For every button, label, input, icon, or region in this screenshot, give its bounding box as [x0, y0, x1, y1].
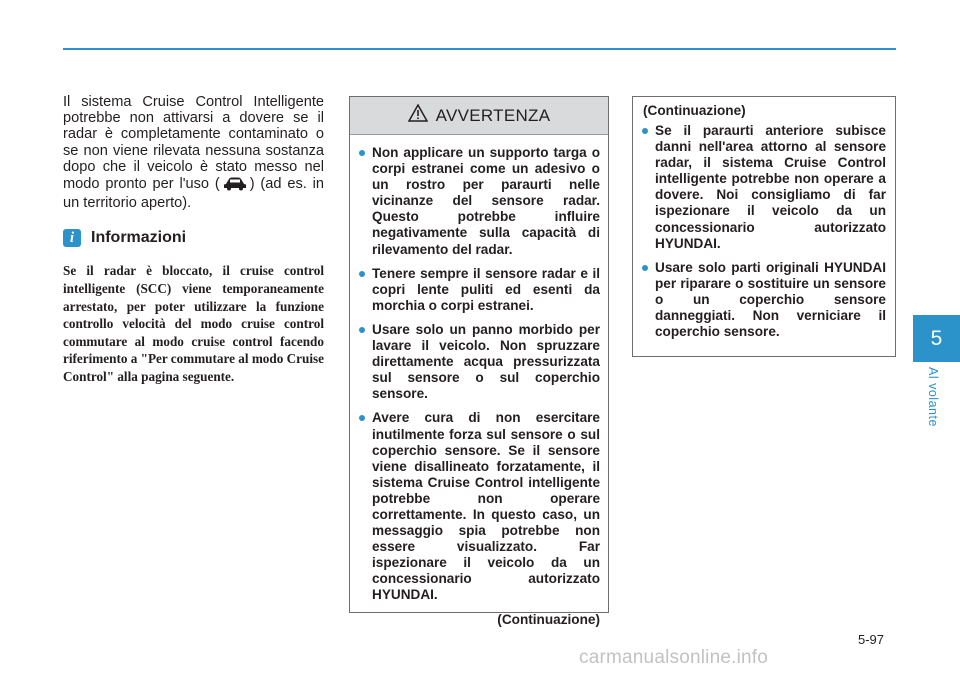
continuation-header: (Continuazione)	[643, 103, 746, 118]
continued-label: (Continuazione)	[497, 611, 600, 627]
info-heading	[63, 229, 324, 247]
section-title	[924, 367, 944, 437]
continuation-item: Se il paraurti anteriore subisce danni nell'area attorno al sensore radar, il sistema Cruise Control intelligente potrebbe non operare a dovere. Noi consigliamo di far ispezionare il veicolo da un concessionario autorizzato HYUNDAI.	[655, 123, 886, 251]
car-radar-icon	[222, 175, 248, 195]
intro-paragraph	[63, 94, 324, 211]
continuation-list	[633, 118, 895, 340]
continuation-box	[632, 96, 896, 357]
warning-item: Tenere sempre il sensore radar e il copri lente puliti ed esenti da morchia o corpi estranei.	[372, 265, 600, 313]
warning-item: Avere cura di non esercitare inutilmente forza sul sensore o sul coperchio sensore. Se il sensore viene disallineato forzatamente, il sistema Cruise Control intelligente potrebbe non operare correttamente. In questo caso, un messaggio spia potrebbe non essere visualizzato. Far ispezionare il veicolo da un concessionario autorizzato HYUNDAI.	[372, 410, 600, 603]
warning-box	[349, 96, 609, 627]
warning-list	[350, 135, 608, 604]
warning-item: Non applicare un supporto targa o corpi estranei come un adesivo o un rostro per paraurti nelle vicinanze del sensore radar. Questo potrebbe influire negativamente sulla capacità di rilevamento del radar.	[372, 145, 600, 257]
top-divider	[63, 48, 896, 50]
page-number: 5-97	[858, 632, 885, 647]
warning-triangle-icon	[408, 104, 428, 127]
info-icon: i	[63, 229, 81, 247]
intro-text-end: ) (ad es. in un territorio aperto).	[63, 176, 324, 212]
intro-text-start: Il sistema Cruise Control Intelligente potrebbe non attivarsi a dovere se il radar è completamente contaminato o se non viene rilevata nessuna sostanza dopo che il veicolo è stato messo nel modo pronto per l'uso (	[63, 94, 324, 193]
watermark: carmanualsonline.info	[579, 647, 769, 668]
warning-item: Usare solo un panno morbido per lavare il veicolo. Non spruzzare direttamente acqua pressurizzata sul sensore o sul coperchio sensore.	[372, 321, 600, 402]
section-number-tab: 5	[913, 315, 960, 362]
left-column	[63, 94, 324, 386]
warning-title: AVVERTENZA	[435, 105, 551, 125]
info-text: Se il radar è bloccato, il cruise control intelligente (SCC) viene temporaneamente arrestato, per poter utilizzare la funzione controllo velocità del modo cruise control commutare al modo cruise control facendo riferimento a "Per commutare al modo Cruise Control" alla pagina seguente.	[63, 263, 324, 384]
section-title-text: Al volante	[926, 367, 940, 427]
info-title: Informazioni	[91, 229, 187, 247]
warning-header	[350, 97, 608, 135]
continuation-item: Usare solo parti originali HYUNDAI per riparare o sostituire un sensore o un coperchio sensore danneggiati. Non verniciare il coperchio sensore.	[655, 259, 886, 340]
